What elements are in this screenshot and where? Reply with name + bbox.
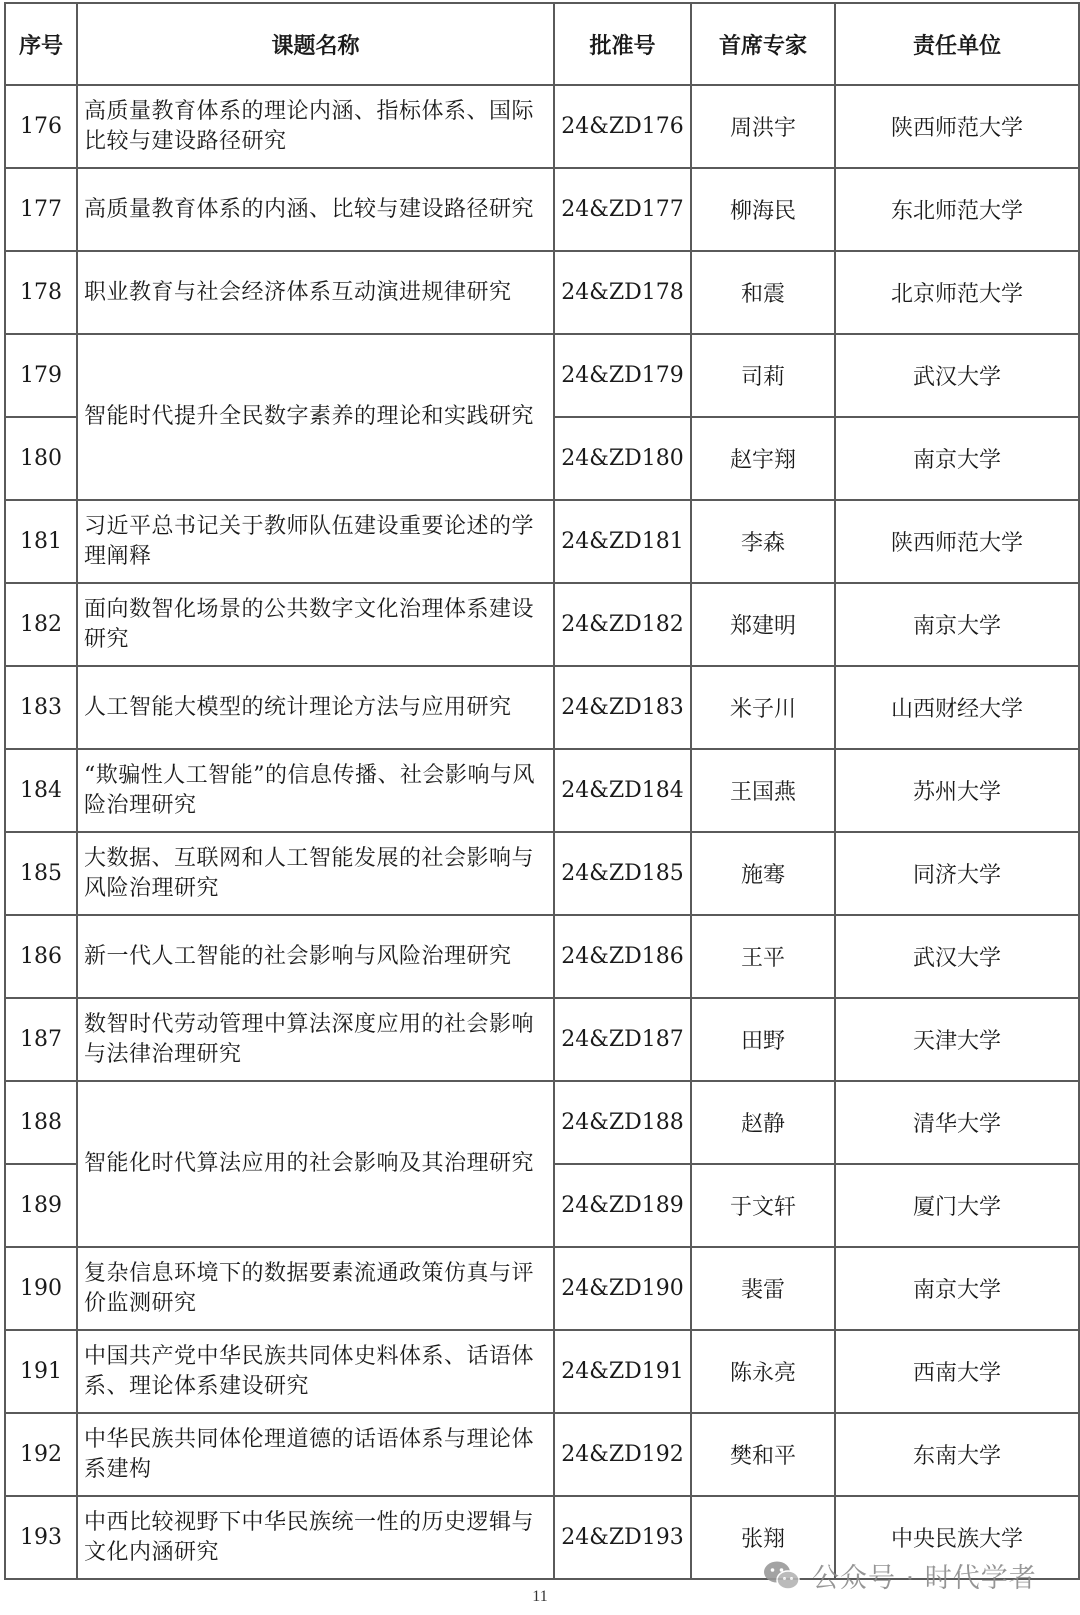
seq-cell: 177	[5, 168, 77, 251]
approval-cell: 24&ZD187	[554, 998, 691, 1081]
approval-cell: 24&ZD182	[554, 583, 691, 666]
seq-cell: 189	[5, 1164, 77, 1247]
expert-cell: 柳海民	[691, 168, 835, 251]
title-cell: 习近平总书记关于教师队伍建设重要论述的学理阐释	[77, 500, 554, 583]
title-cell: 中西比较视野下中华民族统一性的历史逻辑与文化内涵研究	[77, 1496, 554, 1579]
title-cell: 大数据、互联网和人工智能发展的社会影响与风险治理研究	[77, 832, 554, 915]
approval-cell: 24&ZD193	[554, 1496, 691, 1579]
unit-cell: 北京师范大学	[835, 251, 1079, 334]
table-row	[5, 168, 1079, 251]
unit-cell: 武汉大学	[835, 915, 1079, 998]
watermark-text: 公众号 · 时代学者	[812, 1563, 1037, 1594]
title-cell: 新一代人工智能的社会影响与风险治理研究	[77, 915, 554, 998]
expert-cell: 陈永亮	[691, 1330, 835, 1413]
table-row	[5, 1330, 1079, 1413]
seq-cell: 190	[5, 1247, 77, 1330]
approval-cell: 24&ZD189	[554, 1164, 691, 1247]
expert-cell: 于文轩	[691, 1164, 835, 1247]
title-cell: 智能化时代算法应用的社会影响及其治理研究	[77, 1081, 554, 1247]
seq-cell: 182	[5, 583, 77, 666]
expert-cell: 周洪宇	[691, 85, 835, 168]
table-row	[5, 1413, 1079, 1496]
table-row	[5, 500, 1079, 583]
approval-cell: 24&ZD176	[554, 85, 691, 168]
approval-cell: 24&ZD185	[554, 832, 691, 915]
expert-cell: 施骞	[691, 832, 835, 915]
unit-cell: 武汉大学	[835, 334, 1079, 417]
table-row	[5, 85, 1079, 168]
unit-cell: 东北师范大学	[835, 168, 1079, 251]
expert-cell: 田野	[691, 998, 835, 1081]
expert-cell: 赵静	[691, 1081, 835, 1164]
unit-cell: 中央民族大学	[835, 1496, 1079, 1579]
table-row	[5, 832, 1079, 915]
title-cell: 高质量教育体系的理论内涵、指标体系、国际比较与建设路径研究	[77, 85, 554, 168]
watermark	[762, 1556, 1037, 1595]
unit-cell: 南京大学	[835, 417, 1079, 500]
expert-cell: 赵宇翔	[691, 417, 835, 500]
table-row	[5, 666, 1079, 749]
expert-cell: 李森	[691, 500, 835, 583]
seq-cell: 184	[5, 749, 77, 832]
seq-cell: 180	[5, 417, 77, 500]
table-row	[5, 749, 1079, 832]
title-cell: “欺骗性人工智能”的信息传播、社会影响与风险治理研究	[77, 749, 554, 832]
approval-cell: 24&ZD181	[554, 500, 691, 583]
table-row	[5, 251, 1079, 334]
approval-cell: 24&ZD190	[554, 1247, 691, 1330]
seq-cell: 191	[5, 1330, 77, 1413]
header-seq: 序号	[5, 3, 77, 85]
title-cell: 面向数智化场景的公共数字文化治理体系建设研究	[77, 583, 554, 666]
seq-cell: 192	[5, 1413, 77, 1496]
table-row	[5, 1081, 1079, 1164]
table-row	[5, 1247, 1079, 1330]
seq-cell: 176	[5, 85, 77, 168]
header-unit: 责任单位	[835, 3, 1079, 85]
header-expert: 首席专家	[691, 3, 835, 85]
approval-cell: 24&ZD184	[554, 749, 691, 832]
title-cell: 高质量教育体系的内涵、比较与建设路径研究	[77, 168, 554, 251]
expert-cell: 王平	[691, 915, 835, 998]
approval-cell: 24&ZD183	[554, 666, 691, 749]
title-cell: 中华民族共同体伦理道德的话语体系与理论体系建构	[77, 1413, 554, 1496]
unit-cell: 南京大学	[835, 583, 1079, 666]
table-row	[5, 334, 1079, 417]
unit-cell: 厦门大学	[835, 1164, 1079, 1247]
seq-cell: 178	[5, 251, 77, 334]
expert-cell: 樊和平	[691, 1413, 835, 1496]
title-cell: 智能时代提升全民数字素养的理论和实践研究	[77, 334, 554, 500]
approval-cell: 24&ZD179	[554, 334, 691, 417]
seq-cell: 186	[5, 915, 77, 998]
expert-cell: 张翔	[691, 1496, 835, 1579]
approval-cell: 24&ZD192	[554, 1413, 691, 1496]
projects-table	[4, 2, 1080, 1580]
approval-cell: 24&ZD191	[554, 1330, 691, 1413]
unit-cell: 陕西师范大学	[835, 500, 1079, 583]
expert-cell: 米子川	[691, 666, 835, 749]
header-title: 课题名称	[77, 3, 554, 85]
expert-cell: 王国燕	[691, 749, 835, 832]
title-cell: 复杂信息环境下的数据要素流通政策仿真与评价监测研究	[77, 1247, 554, 1330]
table-row	[5, 583, 1079, 666]
seq-cell: 181	[5, 500, 77, 583]
unit-cell: 同济大学	[835, 832, 1079, 915]
expert-cell: 和震	[691, 251, 835, 334]
unit-cell: 西南大学	[835, 1330, 1079, 1413]
title-cell: 职业教育与社会经济体系互动演进规律研究	[77, 251, 554, 334]
seq-cell: 183	[5, 666, 77, 749]
title-cell: 数智时代劳动管理中算法深度应用的社会影响与法律治理研究	[77, 998, 554, 1081]
approval-cell: 24&ZD186	[554, 915, 691, 998]
title-cell: 人工智能大模型的统计理论方法与应用研究	[77, 666, 554, 749]
page-number: 11	[532, 1588, 548, 1605]
approval-cell: 24&ZD188	[554, 1081, 691, 1164]
title-cell: 中国共产党中华民族共同体史料体系、话语体系、理论体系建设研究	[77, 1330, 554, 1413]
table-row	[5, 915, 1079, 998]
seq-cell: 187	[5, 998, 77, 1081]
table-row	[5, 998, 1079, 1081]
unit-cell: 东南大学	[835, 1413, 1079, 1496]
unit-cell: 南京大学	[835, 1247, 1079, 1330]
seq-cell: 188	[5, 1081, 77, 1164]
approval-cell: 24&ZD180	[554, 417, 691, 500]
unit-cell: 山西财经大学	[835, 666, 1079, 749]
table-header-row	[5, 3, 1079, 85]
approval-cell: 24&ZD177	[554, 168, 691, 251]
header-approval: 批准号	[554, 3, 691, 85]
seq-cell: 179	[5, 334, 77, 417]
wechat-icon	[762, 1559, 802, 1593]
unit-cell: 陕西师范大学	[835, 85, 1079, 168]
unit-cell: 清华大学	[835, 1081, 1079, 1164]
unit-cell: 天津大学	[835, 998, 1079, 1081]
unit-cell: 苏州大学	[835, 749, 1079, 832]
expert-cell: 裴雷	[691, 1247, 835, 1330]
approval-cell: 24&ZD178	[554, 251, 691, 334]
seq-cell: 185	[5, 832, 77, 915]
expert-cell: 郑建明	[691, 583, 835, 666]
expert-cell: 司莉	[691, 334, 835, 417]
seq-cell: 193	[5, 1496, 77, 1579]
